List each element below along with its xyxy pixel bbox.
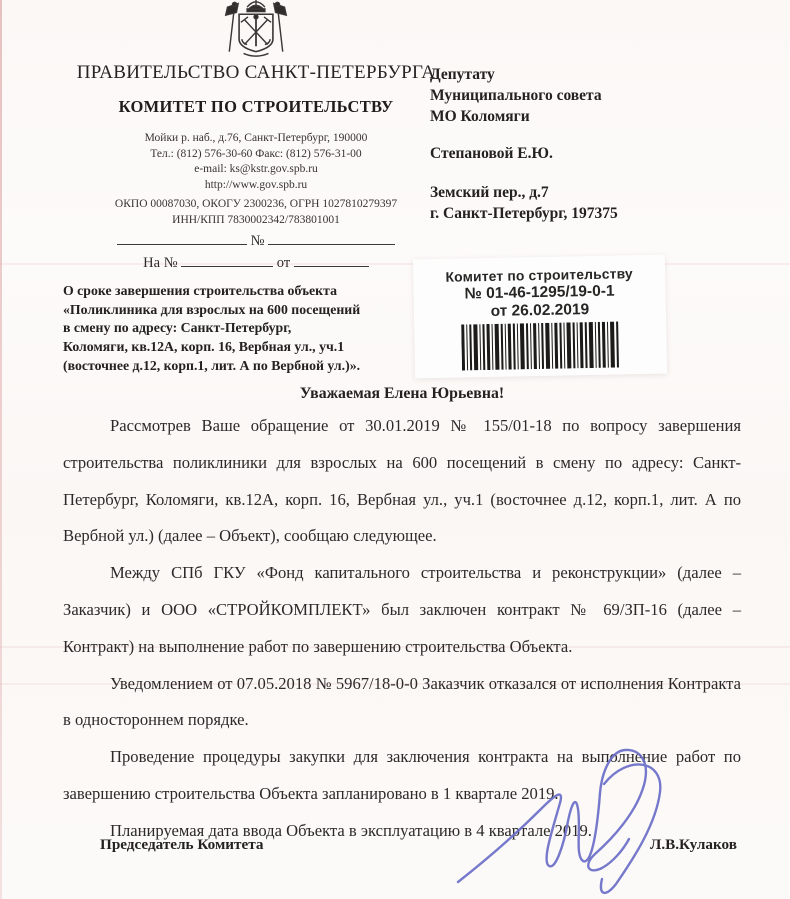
letterhead-contacts <box>42 131 470 193</box>
stamp-date: от 26.02.2019 <box>490 301 590 320</box>
body-paragraph: Проведение процедуры закупки для заключения контракта на выполнение работ по завершению строительства Объекта запланировано в 1 квартале 2019. <box>63 747 741 803</box>
recipient-title: МО Коломяги <box>430 108 530 125</box>
recipient-block <box>430 64 770 224</box>
recipient-title: Депутату <box>430 66 495 83</box>
from-label: от <box>276 255 291 271</box>
number-sign-label: № <box>250 233 265 249</box>
stamp-organization: Комитет по строительству <box>445 266 633 285</box>
body-paragraph: Между СПб ГКУ «Фонд капитального строительства и реконструкции» (далее – Заказчик) и ООО «СТРОЙКОМПЛЕКТ» был заключен контракт № 69/ЗП-16 (далее – Контракт) на выполнение работ по завершению строительства Объекта. <box>63 563 741 656</box>
blank-line <box>117 231 247 245</box>
recipient-city: г. Санкт-Петербург, 197375 <box>430 205 618 222</box>
registration-stamp <box>413 255 667 379</box>
recipient-name: Степановой Е.Ю. <box>430 145 553 162</box>
body-paragraph: Планируемая дата ввода Объекта в эксплуатацию в 4 квартале 2019. <box>110 820 592 840</box>
coat-of-arms-icon <box>211 0 301 57</box>
reply-label: На № <box>143 255 178 271</box>
body-paragraph: Уведомлением от 07.05.2018 № 5967/18-0-0 Заказчик отказался от исполнения Контракта в одностороннем порядке. <box>63 673 741 730</box>
barcode-icon <box>461 321 620 370</box>
inn-kpp-line: ИНН/КПП 7830002342/783801001 <box>172 213 340 226</box>
okpo-ogrn-line: ОКПО 00087030, ОКОГУ 2300236, ОГРН 1027810279397 <box>114 198 398 210</box>
signer-position: Председатель Комитета <box>100 836 264 853</box>
salutation: Уважаемая Елена Юрьевна! <box>299 385 505 402</box>
government-title: ПРАВИТЕЛЬСТВО САНКТ-ПЕТЕРБУРГА <box>76 62 436 83</box>
email: e-mail: ks@kstr.gov.spb.ru <box>194 163 318 175</box>
scan-edge-artifact <box>0 0 2 899</box>
blank-line <box>268 231 395 245</box>
subject-line: О сроке завершения строительства объекта <box>63 283 337 298</box>
handwritten-signature <box>452 746 690 899</box>
postal-address: Мойки р. наб., д.76, Санкт-Петербург, 190000 <box>144 132 368 144</box>
blank-line <box>181 253 273 267</box>
blank-line <box>294 253 369 267</box>
recipient-street: Земский пер., д.7 <box>430 184 549 201</box>
reply-to-number-row <box>42 253 470 272</box>
subject-line: «Поликлиника для взрослых на 600 посещений <box>63 301 361 317</box>
signer-name: Л.В.Кулаков <box>650 836 737 853</box>
subject-line: (восточнее д.12, корп.1, лит. А по Вербной ул.)». <box>63 357 361 373</box>
website: http://www.gov.spb.ru <box>204 178 308 191</box>
stamp-number: № 01-46-1295/19-0-1 <box>464 282 615 303</box>
outgoing-number-row <box>42 231 470 250</box>
committee-title: КОМИТЕТ ПО СТРОИТЕЛЬСТВУ <box>118 97 394 116</box>
registration-codes <box>42 197 470 228</box>
subject-line: в смену по адресу: Санкт-Петербург, <box>63 320 292 336</box>
body-paragraph: Рассмотрев Ваше обращение от 30.01.2019 № 155/01-18 по вопросу завершения строительства поликлиники для взрослых на 600 посещений в смену по адресу: Санкт-Петербург, Коломяги, кв.12А, корп. 16, Вербная ул., уч.1 (восточнее д.12, корп.1, лит. А по Вербной ул.) (далее – Объект), сообщаю следующее. <box>63 416 741 546</box>
recipient-title: Муниципального совета <box>430 87 602 104</box>
subject-line: Коломяги, кв.12А, корп. 16, Вербная ул., уч.1 <box>63 339 345 355</box>
phone-fax: Тел.: (812) 576-30-60 Факс: (812) 576-31-00 <box>150 147 362 160</box>
letter-subject <box>63 282 421 376</box>
